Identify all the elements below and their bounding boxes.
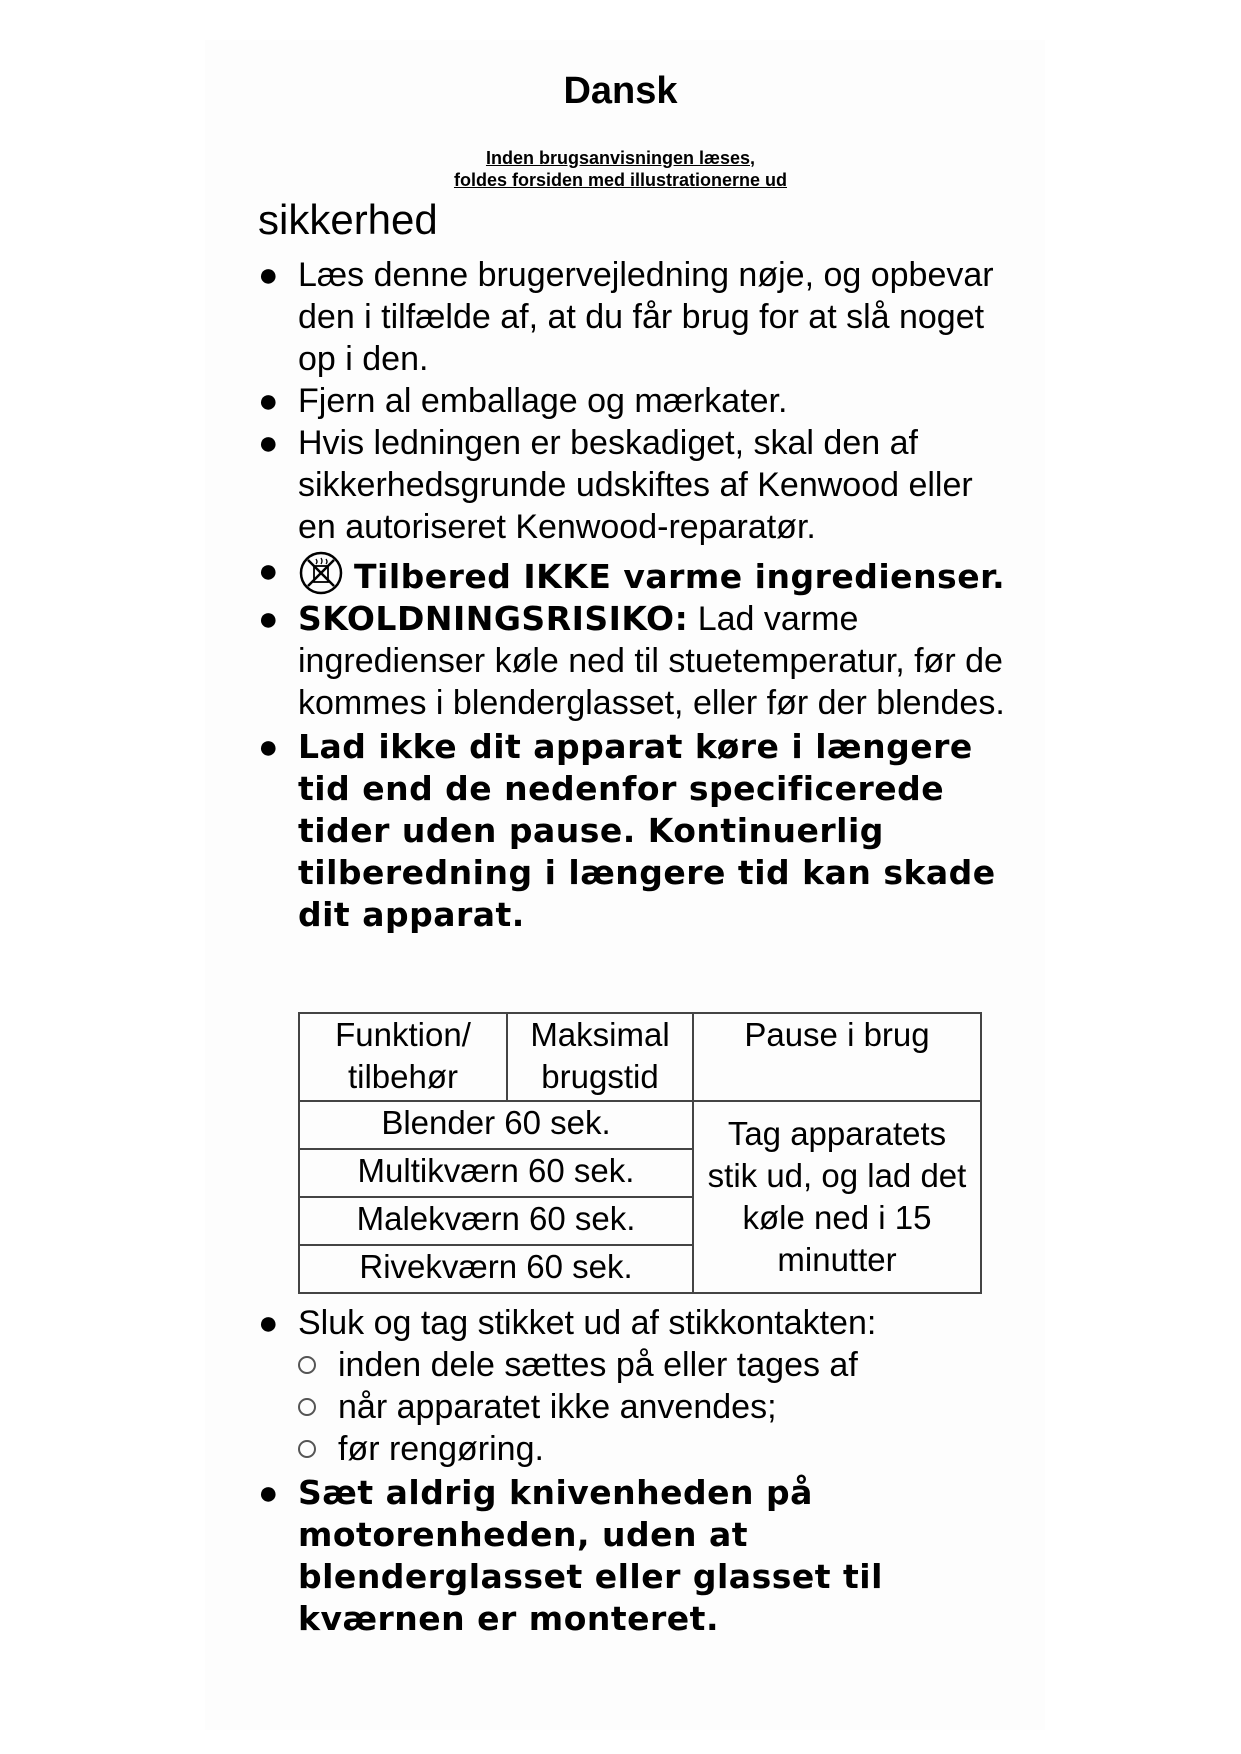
- list-item: [258, 1472, 1008, 1640]
- circle-bullet-icon: [298, 1398, 316, 1416]
- item-text: Hvis ledningen er beskadiget, skal den af sikkerhedsgrunde udskiftes af Kenwood eller en autoriseret Kenwood-reparatør.: [298, 424, 973, 546]
- list-item: [258, 726, 1008, 936]
- list-item: [258, 550, 1008, 598]
- bullet-icon: ●: [258, 256, 279, 294]
- table-cell: Rivekværn 60 sek.: [299, 1245, 693, 1293]
- usage-time-table: [298, 1012, 982, 1294]
- item-text: Lad varme ingredienser køle ned til stuetemperatur, før de kommes i blenderglasset, eller før der blendes.: [298, 600, 1005, 722]
- fold-note-line-2: foldes forsiden med illustrationerne ud: [453, 170, 788, 190]
- safety-list-top: [258, 254, 1008, 936]
- list-item: [258, 1302, 1008, 1344]
- sub-list-item: [298, 1344, 1008, 1386]
- bullet-icon: ●: [258, 424, 279, 462]
- fold-note-line-1: Inden brugsanvisningen læses,: [485, 148, 756, 168]
- sub-list-item: [298, 1428, 1008, 1470]
- section-heading: sikkerhed: [258, 196, 438, 243]
- item-text-bold: Lad ikke dit apparat køre i længere tid end de nedenfor specificerede tider uden pause. Kontinuerlig tilberedning i længere tid kan skade dit apparat.: [298, 727, 996, 934]
- table-cell: Malekværn 60 sek.: [299, 1197, 693, 1245]
- sub-list-item: [298, 1386, 1008, 1428]
- list-item: [258, 598, 1008, 724]
- item-text-bold: SKOLDNINGSRISIKO:: [298, 599, 689, 638]
- table-cell: Blender 60 sek.: [299, 1101, 693, 1149]
- bullet-icon: ●: [258, 1304, 279, 1342]
- item-text: Sluk og tag stikket ud af stikkontakten:: [298, 1304, 877, 1342]
- safety-list-bottom: [258, 1302, 1008, 1640]
- table-header-cell: Pause i brug: [693, 1013, 981, 1101]
- table-header-row: [299, 1013, 981, 1101]
- sub-item-text: når apparatet ikke anvendes;: [338, 1388, 777, 1426]
- bullet-icon: ●: [258, 382, 279, 420]
- table-row: [299, 1101, 981, 1149]
- circle-bullet-icon: [298, 1356, 316, 1374]
- list-item: [258, 254, 1008, 380]
- item-text-bold: Tilbered IKKE varme ingredienser.: [354, 557, 1006, 596]
- circle-bullet-icon: [298, 1440, 316, 1458]
- bullet-icon: ●: [258, 552, 279, 590]
- no-hot-ingredients-icon: [298, 550, 344, 596]
- item-text: Læs denne brugervejledning nøje, og opbevar den i tilfælde af, at du får brug for at slå noget op i den.: [298, 256, 994, 378]
- list-item: [258, 422, 1008, 548]
- page-title: Dansk: [563, 70, 678, 112]
- table-header-cell: Funktion/ tilbehør: [299, 1013, 507, 1101]
- sub-item-text: før rengøring.: [338, 1430, 544, 1468]
- table-cell: Multikværn 60 sek.: [299, 1149, 693, 1197]
- item-text: Fjern al emballage og mærkater.: [298, 382, 788, 420]
- pause-cell: Tag apparatets stik ud, og lad det køle ned i 15 minutter: [693, 1101, 981, 1293]
- bullet-icon: ●: [258, 1474, 279, 1512]
- bullet-icon: ●: [258, 600, 279, 638]
- bullet-icon: ●: [258, 728, 279, 766]
- list-item: [258, 380, 1008, 422]
- item-text-bold: Sæt aldrig knivenheden på motorenheden, uden at blenderglasset eller glasset til kværnen er monteret.: [298, 1473, 883, 1638]
- table-header-cell: Maksimal brugstid: [507, 1013, 693, 1101]
- sub-item-text: inden dele sættes på eller tages af: [338, 1346, 858, 1384]
